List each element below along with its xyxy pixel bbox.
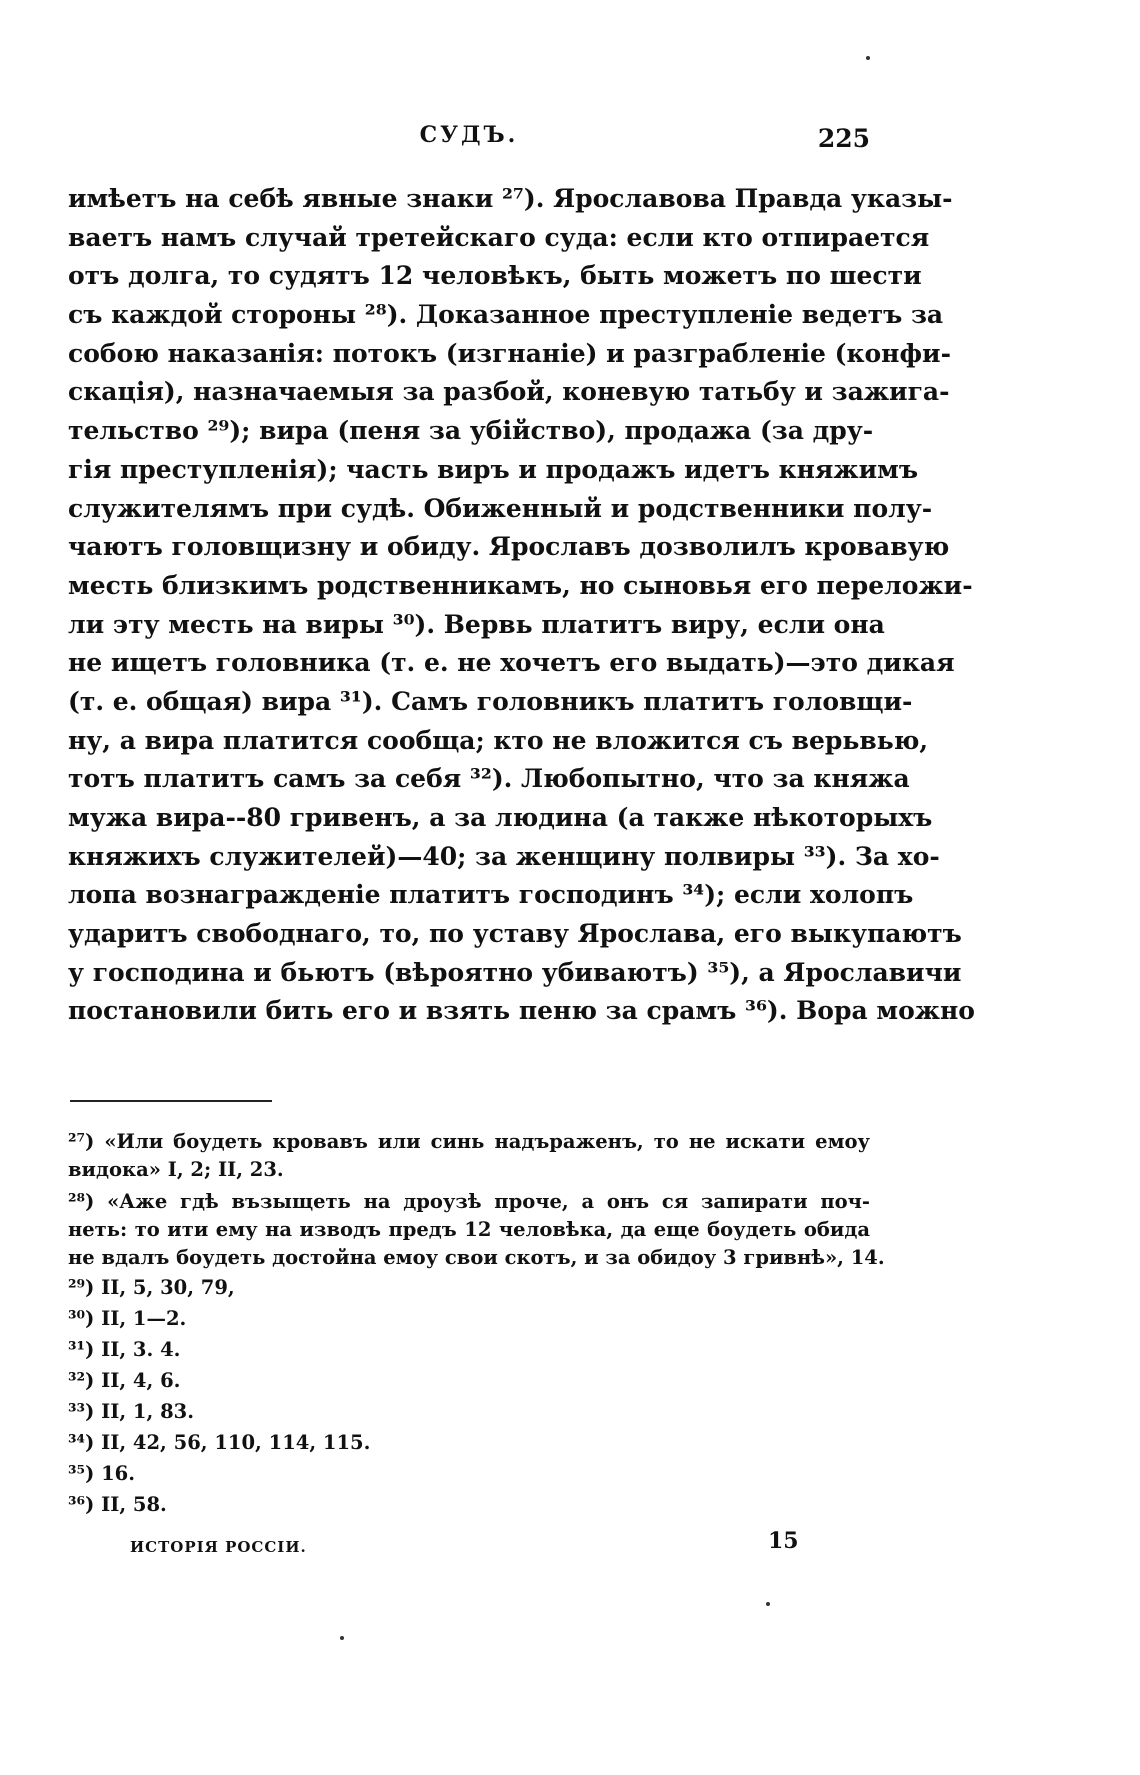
footnote-line: неть: то ити ему на изводъ предъ 12 человѣка, да еще боудеть обида [68, 1218, 870, 1241]
print-speck [766, 1602, 770, 1606]
text-line: (т. е. общая) вира ³¹). Самъ головникъ платитъ головщи- [68, 686, 913, 716]
page-number: 225 [817, 124, 870, 153]
text-line: ли эту месть на виры ³⁰). Вервь платитъ виру, если она [68, 609, 885, 639]
text-line: ударитъ свободнаго, то, по уставу Ярослава, его выкупаютъ [68, 919, 962, 949]
text-line: тотъ платитъ самъ за себя ³²). Любопытно, что за княжа [68, 764, 910, 794]
text-line: гія преступленія); часть виръ и продажъ идетъ княжимъ [68, 454, 919, 484]
text-line: собою наказанія: потокъ (изгнаніе) и разграбленіе (конфи- [68, 338, 951, 368]
main-text [68, 180, 975, 1031]
text-line: мужа вира--80 гривенъ, а за людина (а также нѣкоторыхъ [68, 803, 933, 832]
text-line: скація), назначаемыя за разбой, коневую татьбу и зажига- [68, 377, 950, 407]
text-line: не ищетъ головника (т. е. не хочетъ его выдать)—это дикая [68, 648, 955, 678]
footnote-rule [70, 1100, 272, 1102]
text-line: имѣетъ на себѣ явные знаки ²⁷). Ярославова Правда указы- [68, 184, 953, 213]
footnote-line: ³³) II, 1, 83. [68, 1400, 194, 1423]
footnote-line: ²⁷) «Или боудеть кровавъ или синь надъраженъ, то не искати емоу [68, 1130, 870, 1153]
print-speck [340, 1636, 344, 1640]
footnote-line: ³⁴) II, 42, 56, 110, 114, 115. [68, 1431, 371, 1454]
footnote-line: ³⁶) II, 58. [68, 1493, 167, 1516]
text-line: лопа вознагражденіе платитъ господинъ ³⁴); если холопъ [68, 880, 914, 910]
text-line: постановили бить его и взять пеню за срамъ ³⁶). Вора можно [68, 996, 975, 1026]
footnote-line: ²⁸) «Аже гдѣ възыщеть на дроузѣ проче, а онъ ся запирати поч- [68, 1190, 870, 1213]
footnote-line: ³²) II, 4, 6. [68, 1369, 181, 1392]
text-line: съ каждой стороны ²⁸). Доказанное преступленіе ведетъ за [68, 300, 944, 330]
text-line: ну, а вира платится сообща; кто не вложится съ верьвью, [68, 725, 929, 755]
footnote-line: видока» I, 2; II, 23. [68, 1158, 284, 1181]
text-line: ваетъ намъ случай третейскаго суда: если кто отпирается [68, 222, 930, 252]
running-header [68, 122, 870, 162]
print-speck [866, 56, 870, 60]
text-line: месть близкимъ родственникамъ, но сыновья его переложи- [68, 570, 973, 600]
footnote-line: ³⁵) 16. [68, 1462, 136, 1485]
text-line: служителямъ при судѣ. Обиженный и родственники полу- [68, 493, 933, 523]
footnotes [68, 1128, 885, 1520]
sheet-number: 15 [768, 1528, 799, 1554]
footnote-line: ²⁹) II, 5, 30, 79, [68, 1276, 235, 1299]
text-line: отъ долга, то судятъ 12 человѣкъ, быть можетъ по шести [68, 261, 922, 291]
signature-mark: ИСТОРІЯ РОССІИ. [130, 1538, 307, 1556]
footnote-line: ³¹) II, 3. 4. [68, 1338, 181, 1361]
text-line: у господина и бьютъ (вѣроятно убиваютъ) ³⁵), а Ярославичи [68, 957, 962, 987]
text-line: чаютъ головщизну и обиду. Ярославъ дозволилъ кровавую [68, 532, 950, 562]
text-line: тельство ²⁹); вира (пеня за убійство), продажа (за дру- [68, 416, 874, 446]
running-title: СУДЪ. [419, 122, 519, 148]
footnote-line: ³⁰) II, 1—2. [68, 1307, 187, 1330]
footnote-line: не вдалъ боудеть достойна емоу свои скотъ, и за обидоу 3 гривнѣ», 14. [68, 1246, 885, 1269]
text-line: княжихъ служителей)—40; за женщину полвиры ³³). За хо- [68, 841, 940, 871]
